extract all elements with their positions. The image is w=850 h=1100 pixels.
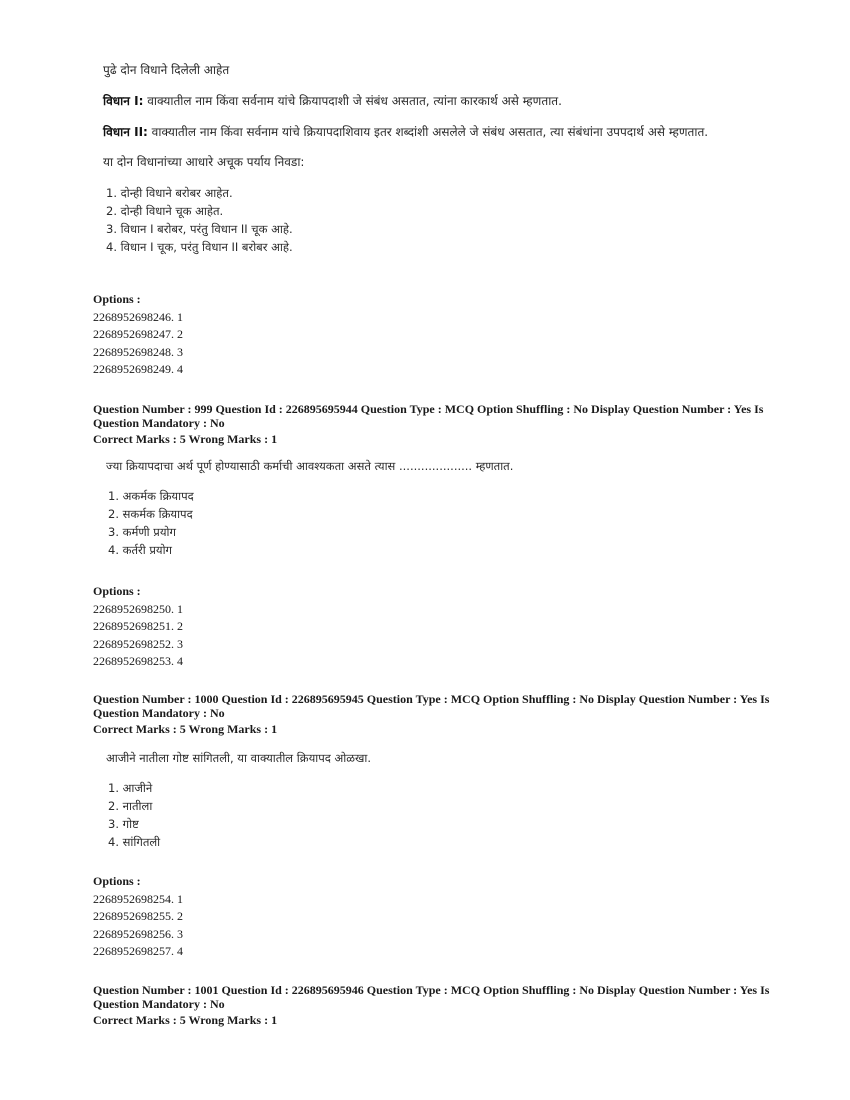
option-id: 2268952698252. 3 — [93, 636, 183, 651]
intro-text: पुढे दोन विधाने दिलेली आहेत — [103, 63, 230, 77]
question-1000-body — [106, 750, 746, 851]
options-label: Options : — [93, 874, 141, 888]
question-1001-header — [93, 983, 783, 1027]
choice-list — [106, 779, 746, 851]
statement-2 — [103, 123, 743, 141]
choice-item: 1. दोन्ही विधाने बरोबर आहेत. — [106, 186, 233, 200]
question-marks: Correct Marks : 5 Wrong Marks : 1 — [93, 1013, 278, 1027]
choice-item: 4. सांगितली — [108, 835, 161, 849]
question-mandatory: Question Mandatory : No — [93, 997, 225, 1011]
question-marks: Correct Marks : 5 Wrong Marks : 1 — [93, 722, 278, 736]
options-block-1000 — [93, 873, 183, 961]
question-mandatory: Question Mandatory : No — [93, 416, 225, 430]
choice-item: 1. अकर्मक क्रियापद — [108, 489, 194, 503]
choice-item: 4. विधान I चूक, परंतु विधान II बरोबर आहे. — [106, 240, 293, 254]
options-label: Options : — [93, 584, 141, 598]
statement-1 — [103, 92, 743, 110]
question-999-header — [93, 402, 783, 446]
question-text: आजीने नातीला गोष्ट सांगितली, या वाक्यातील क्रियापद ओळखा. — [106, 751, 372, 765]
question-meta-line: Question Number : 999 Question Id : 226895695944 Question Type : MCQ Option Shuffling : No Display Question Number : Yes Is — [93, 402, 764, 416]
choice-item: 1. आजीने — [108, 781, 153, 795]
choice-item: 3. विधान I बरोबर, परंतु विधान II चूक आहे. — [106, 222, 293, 236]
question-998-body — [103, 62, 743, 256]
option-id: 2268952698250. 1 — [93, 601, 183, 616]
instruction-text: या दोन विधानांच्या आधारे अचूक पर्याय निवडा: — [103, 155, 305, 169]
option-id: 2268952698255. 2 — [93, 909, 183, 923]
option-id: 2268952698253. 4 — [93, 654, 183, 668]
question-meta-line: Question Number : 1000 Question Id : 226895695945 Question Type : MCQ Option Shuffling : No Display Question Number : Yes Is — [93, 692, 770, 706]
options-block-998 — [93, 291, 183, 379]
choice-list — [106, 184, 743, 256]
choice-item: 2. नातीला — [108, 799, 153, 813]
statement-2-text: वाक्यातील नाम किंवा सर्वनाम यांचे क्रियापदाशिवाय इतर शब्दांशी असलेले जे संबंध असतात, त्या संबंधांना उपपदार्थ असे म्हणतात. — [147, 125, 709, 139]
option-id: 2268952698254. 1 — [93, 891, 183, 906]
question-meta-line: Question Number : 1001 Question Id : 226895695946 Question Type : MCQ Option Shuffling : No Display Question Number : Yes Is — [93, 983, 770, 997]
choice-item: 3. गोष्ट — [108, 817, 139, 831]
choice-item: 4. कर्तरी प्रयोग — [108, 543, 173, 557]
statement-1-label: विधान I: — [103, 94, 144, 108]
question-1000-header — [93, 692, 783, 736]
option-id: 2268952698249. 4 — [93, 362, 183, 376]
question-marks: Correct Marks : 5 Wrong Marks : 1 — [93, 432, 278, 446]
choice-item: 2. दोन्ही विधाने चूक आहेत. — [106, 204, 224, 218]
option-id: 2268952698256. 3 — [93, 926, 183, 941]
statement-2-label: विधान II: — [103, 125, 148, 139]
statement-1-text: वाक्यातील नाम किंवा सर्वनाम यांचे क्रियापदाशी जे संबंध असतात, त्यांना कारकार्थ असे म्हणतात. — [143, 94, 562, 108]
option-id: 2268952698246. 1 — [93, 309, 183, 324]
option-id: 2268952698251. 2 — [93, 619, 183, 633]
options-block-999 — [93, 583, 183, 671]
options-label: Options : — [93, 292, 141, 306]
question-999-body — [106, 458, 746, 559]
option-id: 2268952698248. 3 — [93, 344, 183, 359]
option-id: 2268952698247. 2 — [93, 327, 183, 341]
choice-item: 3. कर्मणी प्रयोग — [108, 525, 176, 539]
question-text: ज्या क्रियापदाचा अर्थ पूर्ण होण्यासाठी कर्माची आवश्यकता असते त्यास .................... म्हणतात. — [106, 459, 514, 473]
choice-list — [106, 487, 746, 559]
option-id: 2268952698257. 4 — [93, 944, 183, 958]
question-mandatory: Question Mandatory : No — [93, 706, 225, 720]
choice-item: 2. सकर्मक क्रियापद — [108, 507, 193, 521]
